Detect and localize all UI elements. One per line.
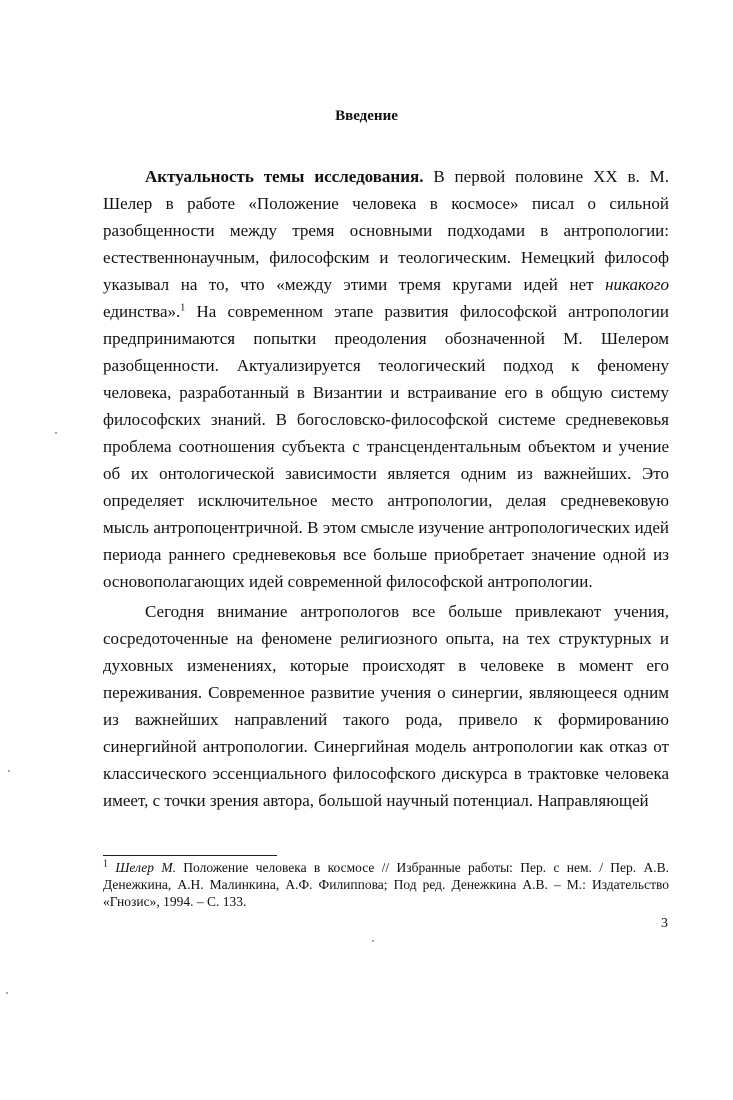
footnote <box>103 859 669 910</box>
footnote-author: Шелер М. <box>115 860 176 875</box>
paragraph-synergy: Сегодня внимание антропологов все больше привлекают учения, сосредоточенные на феномене религиозного опыта, на тех структурных и духовных изменениях, которые происходят в человеке в момент его переживания. Современное развитие учения о синергии, являющееся одним из важнейших направлений такого рода, привело к формированию синергийной антропологии. Синергийная модель антропологии как отказ от классического эссенциального философского дискурса в трактовке человека имеет, с точки зрения автора, большой научный потенциал. Направляющей <box>103 602 669 810</box>
footnote-marker: 1 <box>103 858 108 870</box>
relevance-text-2: единства». <box>103 302 181 321</box>
relevance-lead: Актуальность темы исследования. <box>145 167 424 186</box>
relevance-text-1: В первой половине XX в. М. Шелер в работе «Положение человека в космосе» писал о сильной разобщенности между тремя основными подходами в антропологии: естественнонаучным, философским и теологическим. Немецкий философ указывал на то, что «между этими тремя кругами идей нет <box>103 167 670 294</box>
scan-speck <box>6 992 8 994</box>
footnote-text: Положение человека в космосе // Избранные работы: Пер. с нем. / Пер. А.В. Денежкина, А.Н. Малинкина, А.Ф. Филиппова; Под ред. Денежкина А.В. – М.: Издательство «Гнозис», 1994. – С. 133. <box>103 860 669 909</box>
page-number: 3 <box>661 916 668 931</box>
relevance-italic-word: никакого <box>605 275 669 294</box>
paragraph-relevance <box>103 163 669 595</box>
scan-speck <box>8 770 10 772</box>
footnote-separator <box>103 855 277 856</box>
scan-speck <box>372 940 374 942</box>
relevance-text-3: На современном этапе развития философской антропологии предпринимаются попытки преодоления обозначенной М. Шелером разобщенности. Актуализируется теологический подход к феномену человека, разработанный в Византии и встраивание его в общую систему философских знаний. В богословско-философской системе средневековья проблема соотношения субъекта с трансцендентальным объектом и учение об их онтологической зависимости является одним из важнейших. Это определяет исключительное место антропологии, делая средневековую мысль антропоцентричной. В этом смысле изучение антропологических идей периода раннего средневековья все больше приобретает значение одной из основополагающих идей современной философской антропологии. <box>103 302 669 591</box>
scan-speck <box>55 432 57 434</box>
page-title: Введение <box>335 108 398 124</box>
footnote-reference[interactable]: 1 <box>180 302 186 314</box>
main-text <box>103 163 669 814</box>
